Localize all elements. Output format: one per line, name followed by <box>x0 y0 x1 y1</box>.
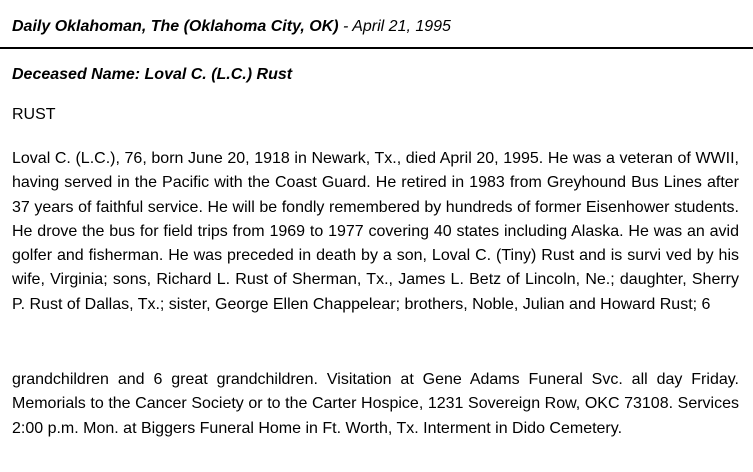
obituary-paragraph: Loval C. (L.C.), 76, born June 20, 1918 in Newark, Tx., died April 20, 1995. He was a veteran of WWII, having served in the Pacific with the Coast Guard. He retired in 1983 from Greyhound Bus Lines after 37 years of faithful service. He will be fondly remembered by hundreds of former Eisenhower students. He drove the bus for field trips from 1969 to 1977 covering 40 states including Alaska. He was an avid golfer and fisherman. He was preceded in death by a son, Loval C. (Tiny) Rust and is survi ved by his wife, Virginia; sons, Richard L. Rust of Sherman, Tx., James L. Betz of Lincoln, Ne.; daughter, Sherry P. Rust of Dallas, Tx.; sister, George Ellen Chappelear; brothers, Noble, Julian and Howard Rust; 6 <box>12 150 739 313</box>
deceased-name-heading: Deceased Name: Loval C. (L.C.) Rust <box>12 66 293 83</box>
publication-header <box>12 18 451 36</box>
header-separator: - <box>338 18 353 35</box>
publication-name: Daily Oklahoman, The (Oklahoma City, OK) <box>12 18 339 35</box>
surname-heading: RUST <box>12 106 56 123</box>
obituary-paragraph: grandchildren and 6 great grandchildren. Visitation at Gene Adams Funeral Svc. all day Friday. Memorials to the Cancer Society or to the Carter Hospice, 1231 Sovereign Row, OKC 73108. Services 2:00 p.m. Mon. at Biggers Funeral Home in Ft. Worth, Tx. Interment in Dido Cemetery. <box>12 371 739 437</box>
header-divider <box>0 47 753 49</box>
publication-date: April 21, 1995 <box>352 18 451 35</box>
